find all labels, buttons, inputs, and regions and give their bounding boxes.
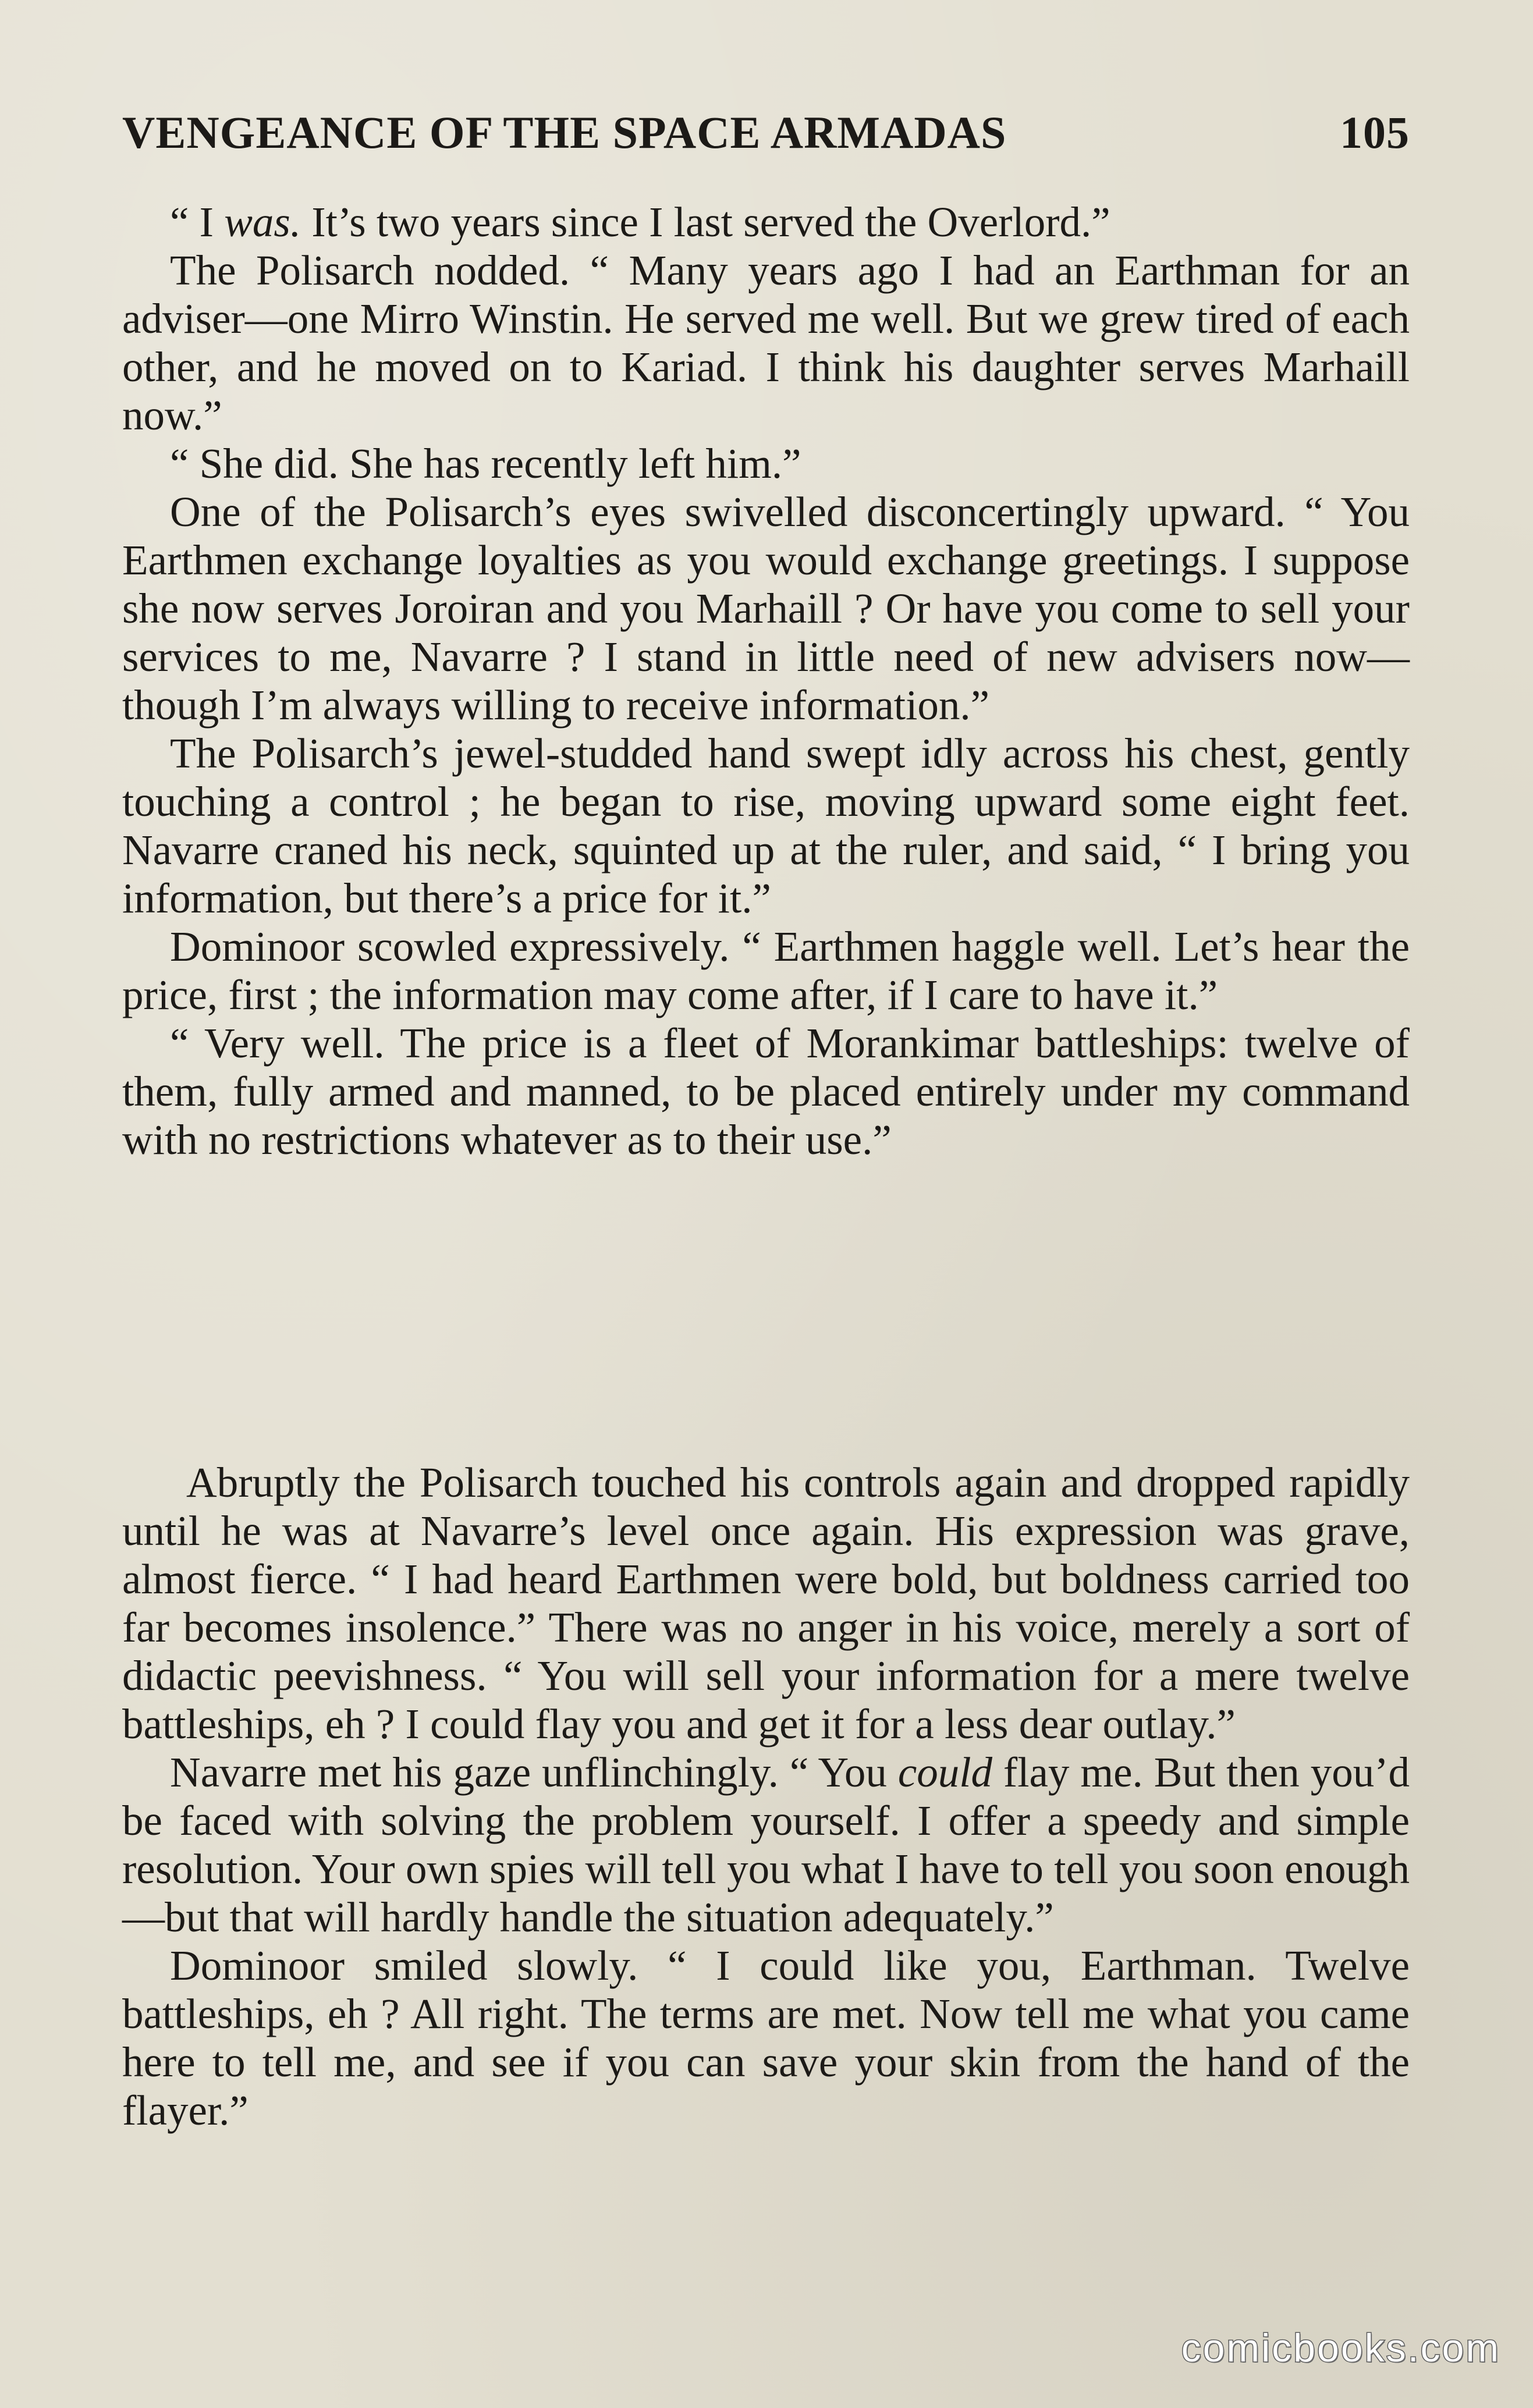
paragraph: Navarre met his gaze unflinchingly. “ You could flay me. But then you’d be faced with solving the problem yourself. I offer a speedy and simple resolution. Your own spies will tell you what I have to tell you soon enough—but that will hardly handle the situation adequately.” xyxy=(122,1749,1410,1941)
page-number: 105 xyxy=(1340,107,1410,158)
text-section-2 xyxy=(122,1458,1410,2134)
emphasis: could xyxy=(897,1749,992,1796)
watermark: comicbooks.com xyxy=(1181,2326,1500,2370)
paragraph: Abruptly the Polisarch touched his controls again and dropped rapidly until he was at Navarre’s level once again. His expression was grave, almost fierce. “ I had heard Earthmen were bold, but boldness carried too far becomes insolence.” There was no anger in his voice, merely a sort of didactic peevishness. “ You will sell your information for a mere twelve battleships, eh ? I could flay you and get it for a less dear outlay.” xyxy=(122,1459,1410,1748)
emphasis: was. xyxy=(224,198,301,246)
paragraph: Dominoor scowled expressively. “ Earthmen haggle well. Let’s hear the price, first ; the information may come after, if I care to have it.” xyxy=(122,923,1410,1018)
paragraph: One of the Polisarch’s eyes swivelled disconcertingly upward. “ You Earthmen exchange loyalties as you would exchange greetings. I suppose she now serves Joroiran and you Marhaill ? Or have you come to sell your services to me, Navarre ? I stand in little need of new advisers now—though I’m always willing to receive information.” xyxy=(122,488,1410,729)
paragraph: The Polisarch nodded. “ Many years ago I had an Earthman for an adviser—one Mirro Winstin. He served me well. But we grew tired of each other, and he moved on to Kariad. I think his daughter serves Marhaill now.” xyxy=(122,247,1410,439)
running-title: VENGEANCE OF THE SPACE ARMADAS xyxy=(122,107,1007,158)
paragraph: The Polisarch’s jewel-studded hand swept idly across his chest, gently touching a control ; he began to rise, moving upward some eight feet. Navarre craned his neck, squinted up at the ruler, and said, “ I bring you information, but there’s a price for it.” xyxy=(122,730,1410,922)
paragraph: Dominoor smiled slowly. “ I could like you, Earthman. Twelve battleships, eh ? All right. The terms are met. Now tell me what you came here to tell me, and see if you can save your skin from the hand of the flayer.” xyxy=(122,1942,1410,2134)
paragraph: “ Very well. The price is a fleet of Morankimar battleships: twelve of them, fully armed and manned, to be placed entirely under my command with no restrictions whatever as to their use.” xyxy=(122,1020,1410,1163)
paragraph: “ She did. She has recently left him.” xyxy=(170,440,801,487)
text-section-1 xyxy=(122,198,1410,1164)
running-header xyxy=(122,104,1410,162)
paragraph: “ I was. It’s two years since I last served the Overlord.” xyxy=(170,198,1110,246)
